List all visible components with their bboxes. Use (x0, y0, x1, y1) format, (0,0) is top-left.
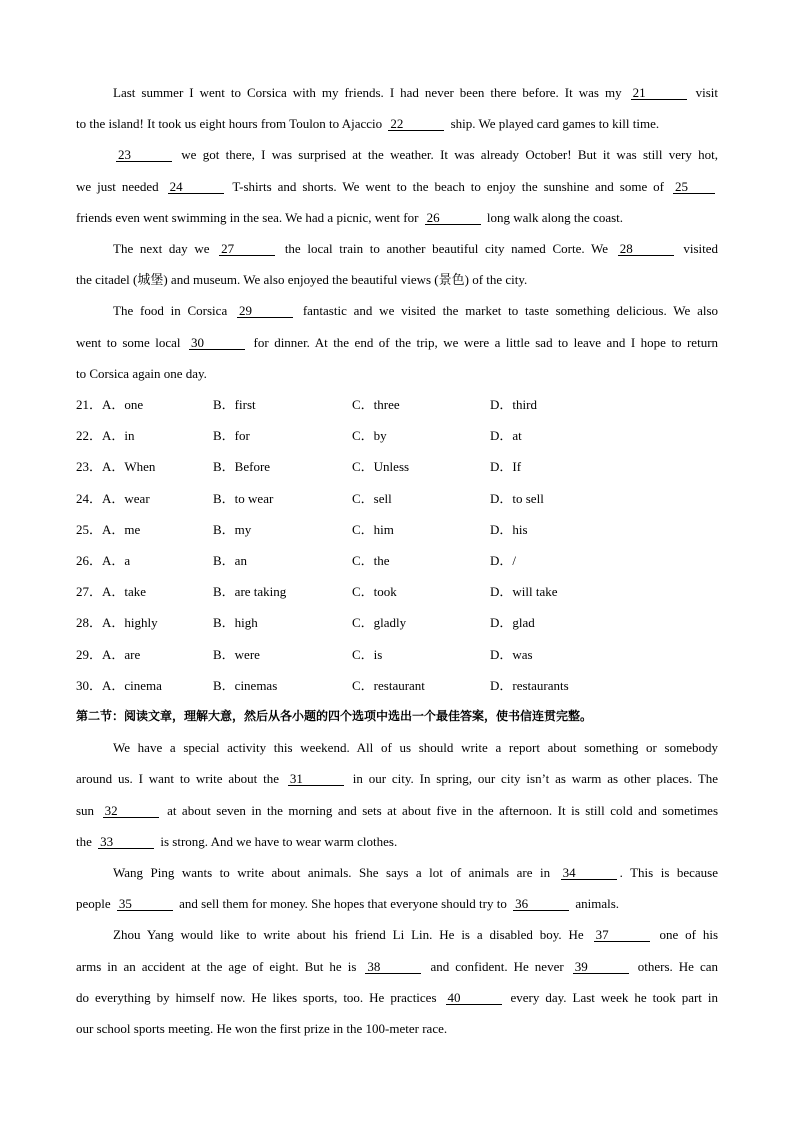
option-d[interactable]: D．third (490, 397, 537, 413)
option-a[interactable]: 21．A．one (76, 397, 144, 413)
blank-24[interactable]: 24 (168, 180, 224, 194)
option-a[interactable]: 24．A．wear (76, 490, 150, 506)
option-row-23 (76, 451, 718, 482)
blank-29[interactable]: 29 (237, 304, 293, 318)
blank-34[interactable]: 34 (561, 866, 617, 880)
text-segment: The next day we (113, 241, 210, 257)
blank-33[interactable]: 33 (98, 835, 154, 849)
option-c[interactable]: C．by (352, 428, 387, 444)
text-line (76, 1013, 718, 1044)
option-row-27 (76, 576, 718, 607)
text-segment: at about seven in the morning and sets at about five in the afternoon. It is still cold and sometimes (167, 802, 719, 818)
text-segment: sun (76, 802, 95, 818)
option-b[interactable]: B．to wear (213, 490, 274, 506)
option-c[interactable]: C．is (352, 646, 383, 662)
option-c[interactable]: C．restaurant (352, 677, 425, 693)
text-line (76, 108, 718, 139)
text-segment: The food in Corsica (113, 303, 228, 319)
text-segment: our school sports meeting. He won the first prize in the 100-meter race. (76, 1020, 448, 1036)
blank-40[interactable]: 40 (446, 991, 502, 1005)
text-segment: is strong. And we have to wear warm clothes. (160, 833, 398, 849)
text-line (76, 919, 718, 950)
text-line (76, 732, 718, 763)
text-line (76, 763, 718, 794)
text-segment: Last summer I went to Corsica with my friends. I had never been there before. It was my (113, 85, 622, 100)
passage2-paragraph-2 (76, 857, 718, 919)
option-b[interactable]: B．were (213, 646, 260, 662)
text-segment: to Corsica again one day. (76, 365, 207, 381)
option-a[interactable]: 23．A．When (76, 459, 156, 475)
option-row-24 (76, 483, 718, 514)
blank-37[interactable]: 37 (594, 928, 650, 942)
option-b[interactable]: B．are taking (213, 584, 287, 600)
text-line (76, 233, 718, 264)
text-line (76, 888, 718, 919)
option-c[interactable]: C．took (352, 584, 397, 600)
blank-23[interactable]: 23 (116, 148, 172, 162)
blank-25[interactable]: 25 (673, 180, 715, 194)
option-c[interactable]: C．Unless (352, 459, 410, 475)
option-row-25 (76, 514, 718, 545)
option-b[interactable]: B．my (213, 521, 252, 537)
option-b[interactable]: B．an (213, 552, 247, 568)
option-row-26 (76, 545, 718, 576)
blank-36[interactable]: 36 (513, 897, 569, 911)
text-segment: animals. (575, 896, 620, 912)
text-line (76, 951, 718, 982)
blank-38[interactable]: 38 (365, 960, 421, 974)
text-segment: . This is because (619, 864, 719, 880)
option-c[interactable]: C．gladly (352, 615, 407, 631)
option-b[interactable]: B．high (213, 615, 258, 631)
blank-30[interactable]: 30 (189, 336, 245, 350)
blank-22[interactable]: 22 (388, 117, 444, 131)
blank-26[interactable]: 26 (425, 211, 481, 225)
passage1-paragraph-3 (76, 233, 718, 295)
option-a[interactable]: 29．A．are (76, 646, 141, 662)
passage1-paragraph-1 (76, 77, 718, 139)
passage2-paragraph-1 (76, 732, 718, 857)
text-segment: Zhou Yang would like to write about his friend Li Lin. He is a disabled boy. He (113, 927, 584, 943)
passage2-paragraph-3 (76, 919, 718, 1044)
text-segment: the (76, 833, 92, 849)
answer-options (76, 389, 718, 701)
text-segment: others. He can (637, 958, 719, 974)
option-b[interactable]: B．cinemas (213, 677, 278, 693)
blank-28[interactable]: 28 (618, 242, 674, 256)
option-a[interactable]: 22．A．in (76, 428, 135, 444)
blank-31[interactable]: 31 (288, 772, 344, 786)
blank-27[interactable]: 27 (219, 242, 275, 256)
text-line (76, 77, 718, 108)
passage1-paragraph-4 (76, 295, 718, 389)
option-d[interactable]: D．was (490, 646, 533, 662)
text-segment: Wang Ping wants to write about animals. She says a lot of animals are in (113, 864, 551, 880)
option-b[interactable]: B．first (213, 397, 256, 413)
option-c[interactable]: C．three (352, 397, 400, 413)
option-a[interactable]: 25．A．me (76, 521, 141, 537)
option-d[interactable]: D．his (490, 521, 528, 537)
text-line (76, 171, 718, 202)
text-segment: ship. We played card games to kill time. (450, 116, 660, 132)
text-line (76, 327, 718, 358)
option-d[interactable]: D．at (490, 428, 522, 444)
text-segment: every day. Last week he took part in (510, 989, 719, 1005)
option-a[interactable]: 27．A．take (76, 584, 147, 600)
text-segment: went to some local (76, 334, 181, 350)
text-segment: people (76, 896, 111, 912)
text-line (76, 982, 718, 1013)
text-segment: the citadel (城堡) and museum. We also enjoyed the beautiful views (景色) of the city. (76, 272, 528, 288)
text-segment: do everything by himself now. He likes sports, too. He practices (76, 989, 437, 1005)
text-segment: and sell them for money. She hopes that everyone should try to (179, 896, 507, 912)
text-segment: and confident. He never (430, 958, 564, 974)
option-d[interactable]: D．glad (490, 615, 535, 631)
text-line (76, 264, 718, 295)
text-segment: arms in an accident at the age of eight. But he is (76, 958, 357, 974)
text-segment: T-shirts and shorts. We went to the beach to enjoy the sunshine and some of (232, 178, 665, 194)
text-segment: the local train to another beautiful city named Corte. We (284, 241, 609, 257)
option-c[interactable]: C．sell (352, 490, 392, 506)
option-row-28 (76, 607, 718, 638)
text-segment: friends even went swimming in the sea. We had a picnic, went for (76, 209, 419, 225)
text-line (76, 358, 718, 389)
text-segment: long walk along the coast. (486, 209, 624, 225)
text-segment: we just needed (76, 178, 159, 194)
text-segment: visited (683, 241, 719, 257)
option-row-21 (76, 389, 718, 420)
passage1-paragraph-2 (76, 139, 718, 233)
text-segment: around us. I want to write about the (76, 771, 280, 787)
text-segment: to the island! It took us eight hours from Toulon to Ajaccio (76, 116, 383, 132)
text-line (76, 826, 718, 857)
text-segment: in our city. In spring, our city isn’t as warm as other places. The (352, 771, 719, 787)
text-segment: fantastic and we visited the market to taste something delicious. We also (302, 303, 719, 319)
blank-32[interactable]: 32 (103, 804, 159, 818)
option-d[interactable]: D．/ (490, 552, 517, 568)
option-c[interactable]: C．him (352, 521, 394, 537)
text-segment: for dinner. At the end of the trip, we were a little sad to leave and I hope to return (253, 334, 719, 350)
option-a[interactable]: 28．A．highly (76, 615, 158, 631)
worksheet-page (76, 77, 718, 1044)
option-row-22 (76, 420, 718, 451)
text-line (76, 795, 718, 826)
option-a[interactable]: 26．A．a (76, 552, 131, 568)
blank-21[interactable]: 21 (631, 86, 687, 100)
text-line (76, 202, 718, 233)
text-line (76, 857, 718, 888)
blank-39[interactable]: 39 (573, 960, 629, 974)
option-row-30 (76, 670, 718, 701)
text-line (76, 295, 718, 326)
text-segment: one of his (659, 927, 719, 943)
blank-35[interactable]: 35 (117, 897, 173, 911)
option-d[interactable]: D．to sell (490, 490, 544, 506)
option-a[interactable]: 30．A．cinema (76, 677, 162, 693)
option-c[interactable]: C．the (352, 552, 390, 568)
text-segment: We have a special activity this weekend. All of us should write a report about something or somebody (113, 740, 718, 756)
option-b[interactable]: B．Before (213, 459, 271, 475)
option-d[interactable]: D．will take (490, 584, 558, 600)
option-row-29 (76, 639, 718, 670)
text-line (76, 139, 718, 170)
option-d[interactable]: D．If (490, 459, 522, 475)
text-segment: we got there, I was surprised at the weather. It was already October! But it was still very hot, (181, 147, 718, 163)
text-segment: visit (695, 85, 719, 100)
option-d[interactable]: D．restaurants (490, 677, 569, 693)
section-2-heading: 第二节：阅读文章，理解大意，然后从各小题的四个选项中选出一个最佳答案，使书信连贯完整。 (76, 708, 593, 723)
option-b[interactable]: B．for (213, 428, 250, 444)
